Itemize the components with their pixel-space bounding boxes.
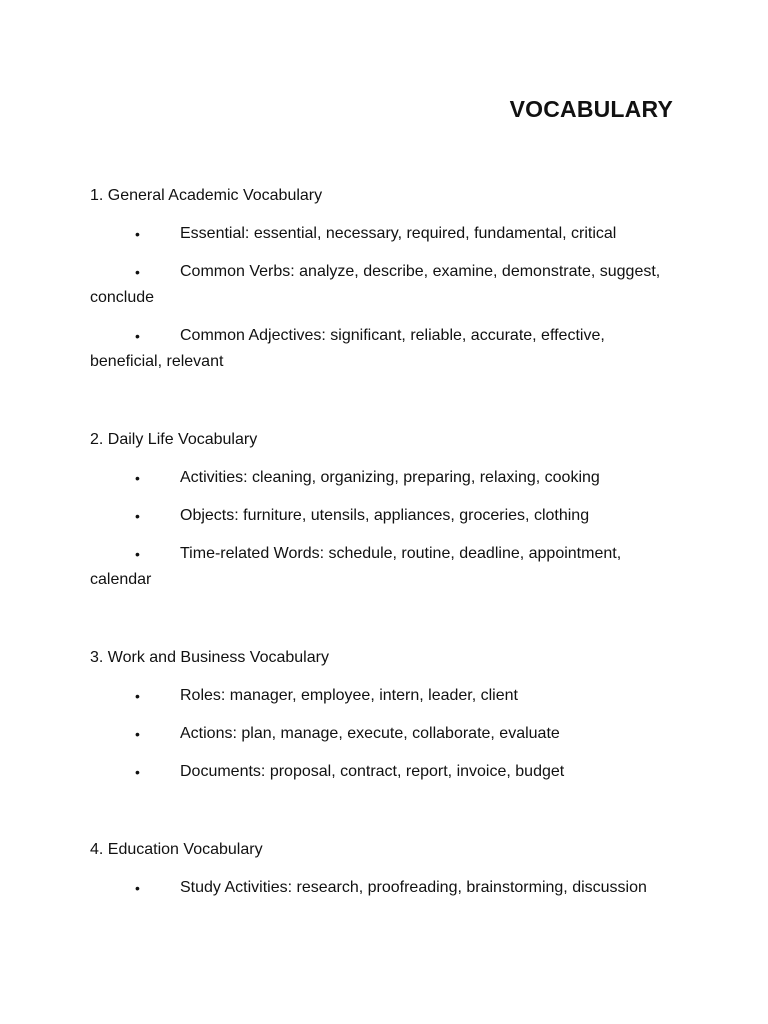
section-general-academic [90,183,680,375]
list-item [90,221,680,247]
list-item-text: Study Activities: research, proofreading, brainstorming, discussion [180,879,647,896]
list-item-text: Actions: plan, manage, execute, collaborate, evaluate [180,725,560,742]
section-daily-life [90,427,680,593]
bullet-icon: • [135,264,140,280]
bullet-icon: • [135,726,140,742]
list-item-text: Roles: manager, employee, intern, leader, client [180,687,518,704]
list-item-text: Activities: cleaning, organizing, preparing, relaxing, cooking [180,469,600,486]
bullet-icon: • [135,226,140,242]
list-item [90,683,680,709]
section-heading: 2. Daily Life Vocabulary [90,431,258,448]
list-item-text: Objects: furniture, utensils, appliances, groceries, clothing [180,507,590,524]
section-heading: 3. Work and Business Vocabulary [90,649,329,666]
list-item-text: Common Adjectives: significant, reliable, accurate, effective, beneficial, relevant [90,327,605,370]
list-item [90,875,680,901]
section-education [90,837,680,901]
bullet-icon: • [135,880,140,896]
list-item-text: Common Verbs: analyze, describe, examine, demonstrate, suggest, conclude [90,263,661,306]
list-item-text: Time-related Words: schedule, routine, deadline, appointment, calendar [90,545,622,588]
list-item [90,465,680,491]
list-item-text: Essential: essential, necessary, required, fundamental, critical [180,225,617,242]
list-item [90,721,680,747]
section-work-business [90,645,680,785]
bullet-icon: • [135,328,140,344]
document-body [90,183,680,953]
list-item [90,323,680,375]
list-item [90,503,680,529]
bullet-icon: • [135,688,140,704]
document-title: VOCABULARY [509,96,673,122]
list-item [90,259,680,311]
bullet-icon: • [135,470,140,486]
bullet-icon: • [135,546,140,562]
bullet-icon: • [135,508,140,524]
bullet-icon: • [135,764,140,780]
section-heading: 1. General Academic Vocabulary [90,187,323,204]
list-item-text: Documents: proposal, contract, report, invoice, budget [180,763,565,780]
list-item [90,759,680,785]
list-item [90,541,680,593]
section-heading: 4. Education Vocabulary [90,841,263,858]
